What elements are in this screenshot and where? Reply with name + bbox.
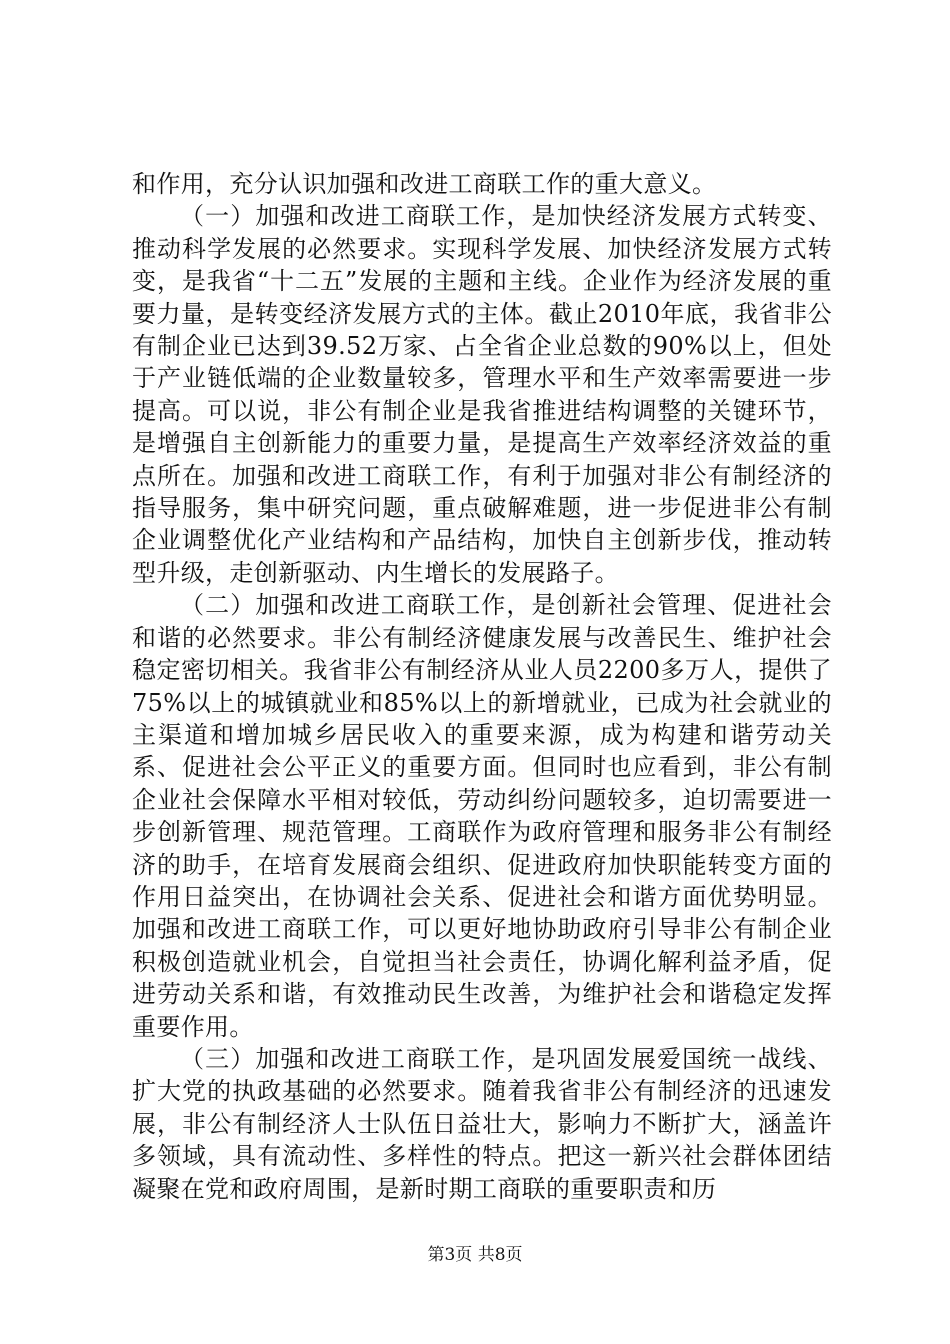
paragraph-section-3: （三）加强和改进工商联工作，是巩固发展爱国统一战线、扩大党的执政基础的必然要求。随着我省非公有制经济的迅速发展，非公有制经济人士队伍日益壮大，影响力不断扩大，涵盖许多领域，具有流动性、多样性的特点。把这一新兴社会群体团结凝聚在党和政府周围，是新时期工商联的重要职责和历 (132, 1044, 832, 1203)
page-footer: 第3页 共8页 (427, 1245, 523, 1265)
paragraph-continuation: 和作用，充分认识加强和改进工商联工作的重大意义。 (132, 170, 717, 198)
paragraph-section-1: （一）加强和改进工商联工作，是加快经济发展方式转变、推动科学发展的必然要求。实现科学发展、加快经济发展方式转变，是我省“十二五”发展的主题和主线。企业作为经济发展的重要力量，是转变经济发展方式的主体。截止2010年底，我省非公有制企业已达到39.52万家、占全省企业总数的90%以上，但处于产业链低端的企业数量较多，管理水平和生产效率需要进一步提高。可以说，非公有制企业是我省推进结构调整的关键环节，是增强自主创新能力的重要力量，是提高生产效率经济效益的重点所在。加强和改进工商联工作，有利于加强对非公有制经济的指导服务，集中研究问题，重点破解难题，进一步促进非公有制企业调整优化产业结构和产品结构，加快自主创新步伐，推动转型升级，走创新驱动、内生增长的发展路子。 (132, 202, 832, 587)
paragraph-section-2: （二）加强和改进工商联工作，是创新社会管理、促进社会和谐的必然要求。非公有制经济健康发展与改善民生、维护社会稳定密切相关。我省非公有制经济从业人员2200多万人，提供了75%以上的城镇就业和85%以上的新增就业，已成为社会就业的主渠道和增加城乡居民收入的重要来源，成为构建和谐劳动关系、促进社会公平正义的重要方面。但同时也应看到，非公有制企业社会保障水平相对较低，劳动纠纷问题较多，迫切需要进一步创新管理、规范管理。工商联作为政府管理和服务非公有制经济的助手，在培育发展商会组织、促进政府加快职能转变方面的作用日益突出，在协调社会关系、促进社会和谐方面优势明显。加强和改进工商联工作，可以更好地协助政府引导非公有制企业积极创造就业机会，自觉担当社会责任，协调化解利益矛盾，促进劳动关系和谐，有效推动民生改善，为维护社会和谐稳定发挥重要作用。 (132, 591, 832, 1041)
document-body (132, 168, 832, 1205)
